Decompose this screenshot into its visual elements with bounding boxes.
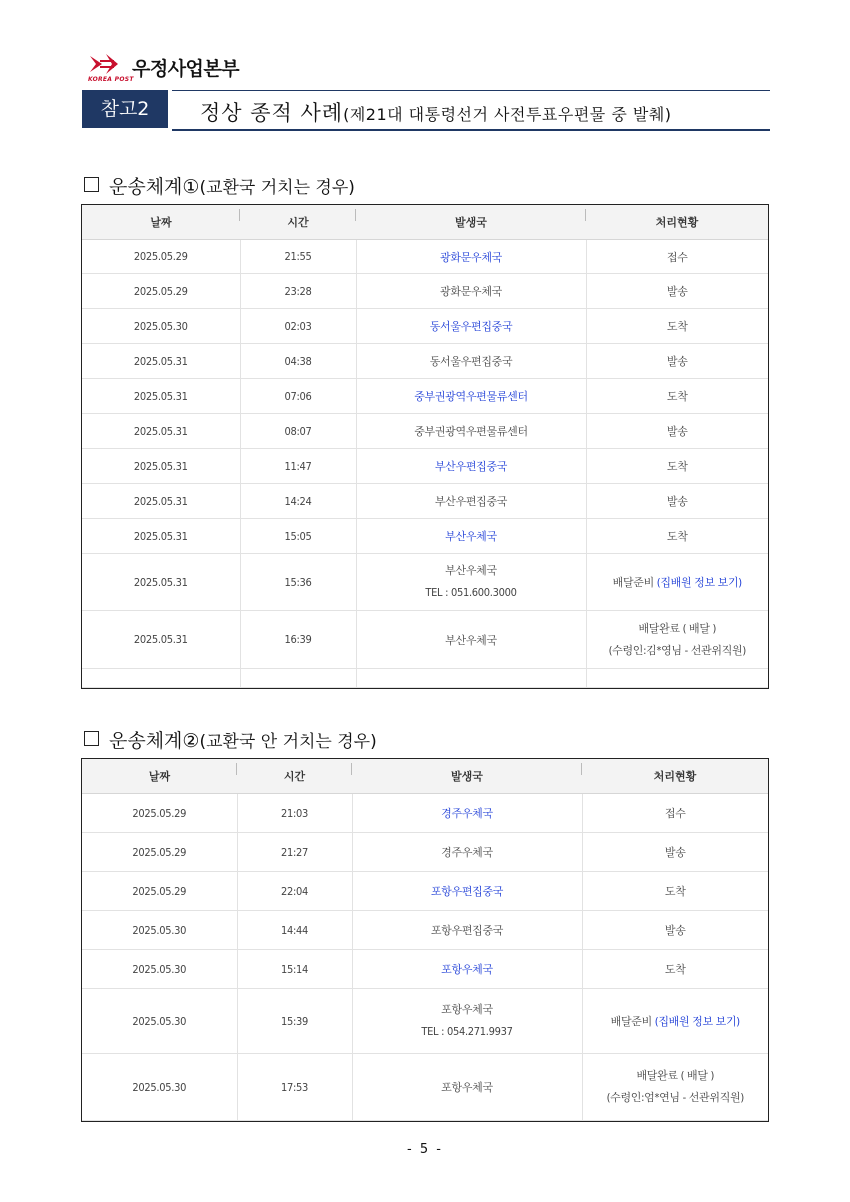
status-cell: [582, 794, 768, 833]
time-cell: 21:03: [237, 794, 352, 833]
time-cell: 15:14: [237, 950, 352, 989]
status-text: 도착: [666, 390, 688, 403]
date-cell: 2025.05.31: [82, 414, 240, 449]
column-header: 시간: [240, 205, 356, 240]
table-row: [82, 1054, 768, 1121]
table-row: [82, 989, 768, 1054]
table-row: [82, 484, 768, 519]
table-row: [82, 872, 768, 911]
checkbox-square-icon: [84, 731, 99, 746]
table-row: [82, 911, 768, 950]
office-phone: TEL : 051.600.3000: [425, 586, 517, 599]
status-cell: [582, 911, 768, 950]
table-row: [82, 449, 768, 484]
tracking-table-1: [81, 204, 769, 689]
tracking-table-2: [81, 758, 769, 1122]
time-cell: 16:39: [240, 611, 356, 669]
office-cell: [356, 309, 586, 344]
office-name: 부산우체국: [445, 564, 497, 577]
table-row: [82, 611, 768, 669]
office-cell: [356, 379, 586, 414]
status-text: 배달완료 ( 배달 ): [638, 621, 717, 635]
table-row: [82, 833, 768, 872]
date-cell: 2025.05.30: [82, 309, 240, 344]
date-cell: 2025.05.30: [82, 1054, 237, 1121]
time-cell: 02:03: [240, 309, 356, 344]
time-cell: 15:39: [237, 989, 352, 1054]
status-cell: [582, 1054, 768, 1121]
office-name: 중부권광역우편물류센터: [414, 425, 528, 438]
column-header: 날짜: [82, 759, 237, 794]
recipient-text: (수령인:김*영님 - 선관위직원): [608, 643, 746, 657]
time-cell: 15:36: [240, 554, 356, 611]
office-cell: [352, 833, 582, 872]
status-text: 도착: [666, 320, 688, 333]
status-text: 발송: [664, 924, 686, 937]
section-2-title: 운송체계②: [109, 730, 200, 752]
date-cell: 2025.05.31: [82, 484, 240, 519]
carrier-info-link[interactable]: (집배원 정보 보기): [656, 576, 742, 589]
column-header: 처리현황: [586, 205, 768, 240]
office-cell: [352, 950, 582, 989]
status-cell: [586, 344, 768, 379]
empty-cell: [356, 669, 586, 688]
status-cell: [586, 274, 768, 309]
tracking-table: [82, 205, 768, 688]
time-cell: 11:47: [240, 449, 356, 484]
time-cell: 23:28: [240, 274, 356, 309]
status-text: 배달준비: [612, 576, 657, 589]
status-cell: [586, 379, 768, 414]
time-cell: 21:27: [237, 833, 352, 872]
column-header: 날짜: [82, 205, 240, 240]
office-cell: [356, 449, 586, 484]
status-text: 발송: [666, 355, 688, 368]
status-cell: [586, 240, 768, 274]
office-name: 광화문우체국: [440, 285, 502, 298]
column-header: 발생국: [352, 759, 582, 794]
date-cell: 2025.05.31: [82, 379, 240, 414]
table-row: [82, 274, 768, 309]
status-cell: [582, 833, 768, 872]
status-text: 배달준비: [610, 1015, 655, 1028]
office-link[interactable]: 경주우체국: [441, 807, 493, 820]
table-row: [82, 379, 768, 414]
status-cell: [586, 309, 768, 344]
status-text: 접수: [664, 807, 686, 820]
time-cell: 22:04: [237, 872, 352, 911]
time-cell: 15:05: [240, 519, 356, 554]
table-row: [82, 240, 768, 274]
status-cell: [586, 484, 768, 519]
time-cell: 14:44: [237, 911, 352, 950]
status-cell: [586, 414, 768, 449]
office-cell: [356, 611, 586, 669]
office-cell: [356, 519, 586, 554]
office-cell: [352, 989, 582, 1054]
tracking-table: [82, 759, 768, 1121]
column-header: 처리현황: [582, 759, 768, 794]
table-row: [82, 519, 768, 554]
office-cell: [352, 872, 582, 911]
time-cell: 17:53: [237, 1054, 352, 1121]
office-name: 포항우체국: [441, 1003, 493, 1016]
column-header: 발생국: [356, 205, 586, 240]
title-bar: [172, 90, 770, 131]
status-text: 도착: [666, 530, 688, 543]
office-name: 부산우편집중국: [434, 495, 508, 508]
section-heading-2: [84, 726, 377, 753]
date-cell: 2025.05.31: [82, 344, 240, 379]
korea-post-logo: [88, 52, 248, 84]
page-title: [200, 97, 672, 127]
status-text: 도착: [664, 885, 686, 898]
office-cell: [356, 274, 586, 309]
status-text: 발송: [666, 495, 688, 508]
reference-label: 참고2: [82, 90, 168, 128]
title-sub: (제21대 대통령선거 사전투표우편물 중 발췌): [343, 105, 672, 124]
office-link[interactable]: 동서울우편집중국: [429, 320, 513, 333]
table-row: [82, 309, 768, 344]
office-link[interactable]: 광화문우체국: [440, 250, 502, 264]
date-cell: 2025.05.31: [82, 611, 240, 669]
table-row: [82, 794, 768, 833]
office-link[interactable]: 포항우체국: [441, 963, 493, 976]
office-cell: [356, 414, 586, 449]
date-cell: 2025.05.31: [82, 519, 240, 554]
status-text: 발송: [666, 425, 688, 438]
section-1-note: (교환국 거치는 경우): [199, 178, 355, 198]
office-cell: [352, 1054, 582, 1121]
table-header-row: [82, 205, 768, 240]
office-name: 부산우체국: [445, 633, 497, 647]
section-heading-1: [84, 172, 355, 199]
time-cell: 04:38: [240, 344, 356, 379]
carrier-info-link[interactable]: (집배원 정보 보기): [654, 1015, 740, 1028]
table-row: [82, 950, 768, 989]
status-cell: [582, 989, 768, 1054]
page-number: - 5 -: [407, 1142, 443, 1157]
date-cell: 2025.05.29: [82, 240, 240, 274]
section-2-note: (교환국 안 거치는 경우): [199, 732, 377, 752]
office-cell: [356, 484, 586, 519]
time-cell: 07:06: [240, 379, 356, 414]
status-text: 발송: [664, 846, 686, 859]
office-cell: [356, 344, 586, 379]
table-row: [82, 414, 768, 449]
table-row: [82, 554, 768, 611]
recipient-text: (수령인:엄*연님 - 선관위직원): [606, 1091, 744, 1104]
status-text: 발송: [666, 285, 688, 298]
office-name: 동서울우편집중국: [429, 355, 513, 368]
date-cell: 2025.05.29: [82, 872, 237, 911]
office-cell: [356, 554, 586, 611]
time-cell: 08:07: [240, 414, 356, 449]
status-cell: [586, 449, 768, 484]
office-name: 포항우체국: [441, 1081, 493, 1094]
date-cell: 2025.05.30: [82, 989, 237, 1054]
table-filler-row: [82, 669, 768, 688]
office-cell: [356, 240, 586, 274]
date-cell: 2025.05.30: [82, 911, 237, 950]
office-phone: TEL : 054.271.9937: [421, 1025, 513, 1038]
status-cell: [586, 554, 768, 611]
column-header: 시간: [237, 759, 352, 794]
time-cell: 14:24: [240, 484, 356, 519]
date-cell: 2025.05.29: [82, 833, 237, 872]
office-name: 경주우체국: [441, 846, 493, 859]
office-link[interactable]: 부산우체국: [445, 530, 497, 543]
date-cell: 2025.05.29: [82, 794, 237, 833]
status-text: 도착: [664, 963, 686, 976]
empty-cell: [240, 669, 356, 688]
table-header-row: [82, 759, 768, 794]
date-cell: 2025.05.31: [82, 449, 240, 484]
office-name: 포항우편집중국: [430, 924, 504, 937]
section-1-title: 운송체계①: [109, 176, 200, 198]
date-cell: 2025.05.29: [82, 274, 240, 309]
status-text: 접수: [666, 250, 688, 264]
status-cell: [582, 950, 768, 989]
status-cell: [586, 611, 768, 669]
office-link[interactable]: 부산우편집중국: [434, 460, 508, 473]
status-cell: [586, 519, 768, 554]
checkbox-square-icon: [84, 177, 99, 192]
org-sub: KOREA POST: [88, 76, 134, 83]
status-cell: [582, 872, 768, 911]
status-text: 도착: [666, 460, 688, 473]
office-link[interactable]: 중부권광역우편물류센터: [414, 390, 528, 403]
org-name: 우정사업본부: [132, 58, 240, 80]
office-cell: [352, 794, 582, 833]
date-cell: 2025.05.30: [82, 950, 237, 989]
empty-cell: [82, 669, 240, 688]
date-cell: 2025.05.31: [82, 554, 240, 611]
table-row: [82, 344, 768, 379]
empty-cell: [586, 669, 768, 688]
title-main: 정상 종적 사례: [200, 101, 344, 125]
office-link[interactable]: 포항우편집중국: [430, 885, 504, 898]
time-cell: 21:55: [240, 240, 356, 274]
office-cell: [352, 911, 582, 950]
status-text: 배달완료 ( 배달 ): [636, 1069, 715, 1082]
